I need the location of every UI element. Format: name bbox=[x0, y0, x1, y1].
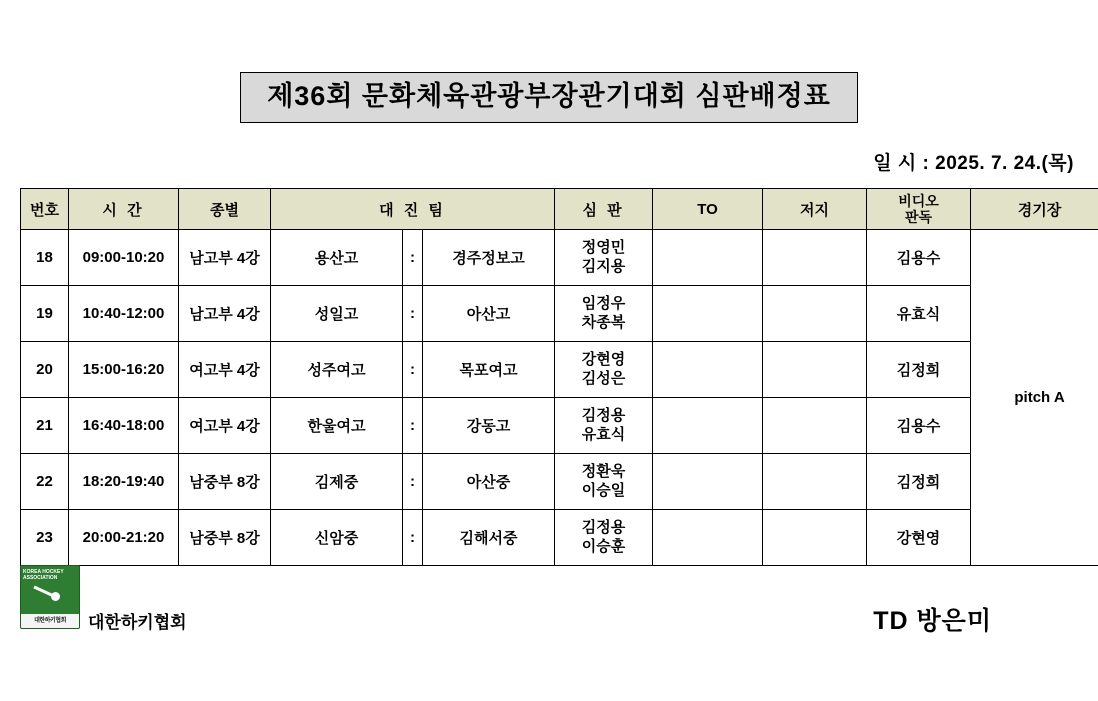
korea-hockey-association-logo-icon bbox=[20, 565, 80, 629]
cell-kind: 여고부 4강 bbox=[179, 398, 271, 454]
cell-team-right: 경주정보고 bbox=[423, 230, 555, 286]
cell-team-left: 용산고 bbox=[271, 230, 403, 286]
table-row bbox=[21, 510, 1098, 566]
referee-2: 차종복 bbox=[581, 313, 626, 331]
cell-kind: 남고부 4강 bbox=[179, 230, 271, 286]
cell-team-left: 성주여고 bbox=[271, 342, 403, 398]
cell-video: 김정희 bbox=[867, 454, 971, 510]
cell-team-right: 강동고 bbox=[423, 398, 555, 454]
cell-time: 20:00-21:20 bbox=[69, 510, 179, 566]
logo-top-text: KOREA HOCKEY ASSOCIATION bbox=[23, 569, 64, 582]
cell-team-right: 목포여고 bbox=[423, 342, 555, 398]
cell-no: 21 bbox=[21, 398, 69, 454]
cell-no: 23 bbox=[21, 510, 69, 566]
logo-band-text: 대한하키협회 bbox=[21, 614, 79, 628]
cell-kind: 남고부 4강 bbox=[179, 286, 271, 342]
hockey-ball-icon bbox=[51, 592, 60, 601]
cell-referee bbox=[555, 286, 653, 342]
table-row bbox=[21, 342, 1098, 398]
cell-referee bbox=[555, 454, 653, 510]
cell-video: 김용수 bbox=[867, 398, 971, 454]
page-title: 제36회 문화체육관광부장관기대회 심판배정표 bbox=[240, 72, 858, 123]
header-kind: 종별 bbox=[179, 189, 271, 230]
header-match: 대 진 팀 bbox=[271, 189, 555, 230]
header-venue: 경기장 bbox=[971, 189, 1098, 230]
cell-to bbox=[653, 398, 763, 454]
cell-to bbox=[653, 454, 763, 510]
cell-no: 22 bbox=[21, 454, 69, 510]
cell-to bbox=[653, 342, 763, 398]
table-row bbox=[21, 286, 1098, 342]
cell-colon: : bbox=[403, 398, 423, 454]
cell-time: 09:00-10:20 bbox=[69, 230, 179, 286]
cell-referee bbox=[555, 510, 653, 566]
cell-score bbox=[763, 230, 867, 286]
cell-no: 18 bbox=[21, 230, 69, 286]
table-header-row bbox=[21, 189, 1098, 230]
referee-2: 김지용 bbox=[581, 257, 626, 275]
cell-time: 18:20-19:40 bbox=[69, 454, 179, 510]
cell-colon: : bbox=[403, 510, 423, 566]
cell-referee bbox=[555, 342, 653, 398]
cell-score bbox=[763, 286, 867, 342]
referee-1: 강현영 bbox=[581, 350, 626, 368]
referee-2: 유효식 bbox=[581, 425, 626, 443]
table-row bbox=[21, 398, 1098, 454]
cell-team-right: 아산중 bbox=[423, 454, 555, 510]
header-referee: 심 판 bbox=[555, 189, 653, 230]
cell-team-left: 신암중 bbox=[271, 510, 403, 566]
referee-2: 이승훈 bbox=[581, 537, 626, 555]
header-to: TO bbox=[653, 189, 763, 230]
cell-colon: : bbox=[403, 342, 423, 398]
cell-team-left: 한울여고 bbox=[271, 398, 403, 454]
cell-kind: 남중부 8강 bbox=[179, 454, 271, 510]
header-video-line2: 판독 bbox=[905, 209, 933, 225]
referee-1: 정영민 bbox=[581, 238, 626, 256]
cell-no: 19 bbox=[21, 286, 69, 342]
header-video bbox=[867, 189, 971, 230]
cell-colon: : bbox=[403, 230, 423, 286]
cell-kind: 남중부 8강 bbox=[179, 510, 271, 566]
cell-time: 16:40-18:00 bbox=[69, 398, 179, 454]
cell-score bbox=[763, 454, 867, 510]
cell-video: 강현영 bbox=[867, 510, 971, 566]
header-video-line1: 비디오 bbox=[898, 192, 939, 209]
referee-1: 김정용 bbox=[581, 518, 626, 536]
cell-score bbox=[763, 398, 867, 454]
association-name: 대한하키협회 bbox=[88, 613, 187, 632]
cell-video: 유효식 bbox=[867, 286, 971, 342]
cell-colon: : bbox=[403, 454, 423, 510]
cell-team-left: 김제중 bbox=[271, 454, 403, 510]
header-score: 저지 bbox=[763, 189, 867, 230]
referee-2: 김성은 bbox=[581, 369, 626, 387]
title-area bbox=[0, 72, 1098, 123]
table-row bbox=[21, 230, 1098, 286]
cell-time: 10:40-12:00 bbox=[69, 286, 179, 342]
cell-kind: 여고부 4강 bbox=[179, 342, 271, 398]
header-time: 시 간 bbox=[69, 189, 179, 230]
referee-2: 이승일 bbox=[581, 481, 626, 499]
referee-1: 정환욱 bbox=[581, 462, 626, 480]
cell-colon: : bbox=[403, 286, 423, 342]
table-row bbox=[21, 454, 1098, 510]
cell-referee bbox=[555, 398, 653, 454]
cell-time: 15:00-16:20 bbox=[69, 342, 179, 398]
footer bbox=[20, 565, 1078, 645]
cell-video: 김정희 bbox=[867, 342, 971, 398]
technical-delegate: TD 방은미 bbox=[873, 607, 992, 635]
cell-venue: pitch A bbox=[971, 230, 1098, 566]
referee-1: 임정우 bbox=[581, 294, 626, 312]
header-no: 번호 bbox=[21, 189, 69, 230]
cell-team-right: 아산고 bbox=[423, 286, 555, 342]
cell-referee bbox=[555, 230, 653, 286]
cell-no: 20 bbox=[21, 342, 69, 398]
cell-team-right: 김해서중 bbox=[423, 510, 555, 566]
referee-1: 김정용 bbox=[581, 406, 626, 424]
cell-team-left: 성일고 bbox=[271, 286, 403, 342]
referee-assignment-table bbox=[20, 188, 1098, 566]
cell-score bbox=[763, 510, 867, 566]
cell-to bbox=[653, 510, 763, 566]
cell-video: 김용수 bbox=[867, 230, 971, 286]
cell-score bbox=[763, 342, 867, 398]
cell-to bbox=[653, 230, 763, 286]
event-date: 일 시 : 2025. 7. 24.(목) bbox=[873, 153, 1074, 174]
cell-to bbox=[653, 286, 763, 342]
